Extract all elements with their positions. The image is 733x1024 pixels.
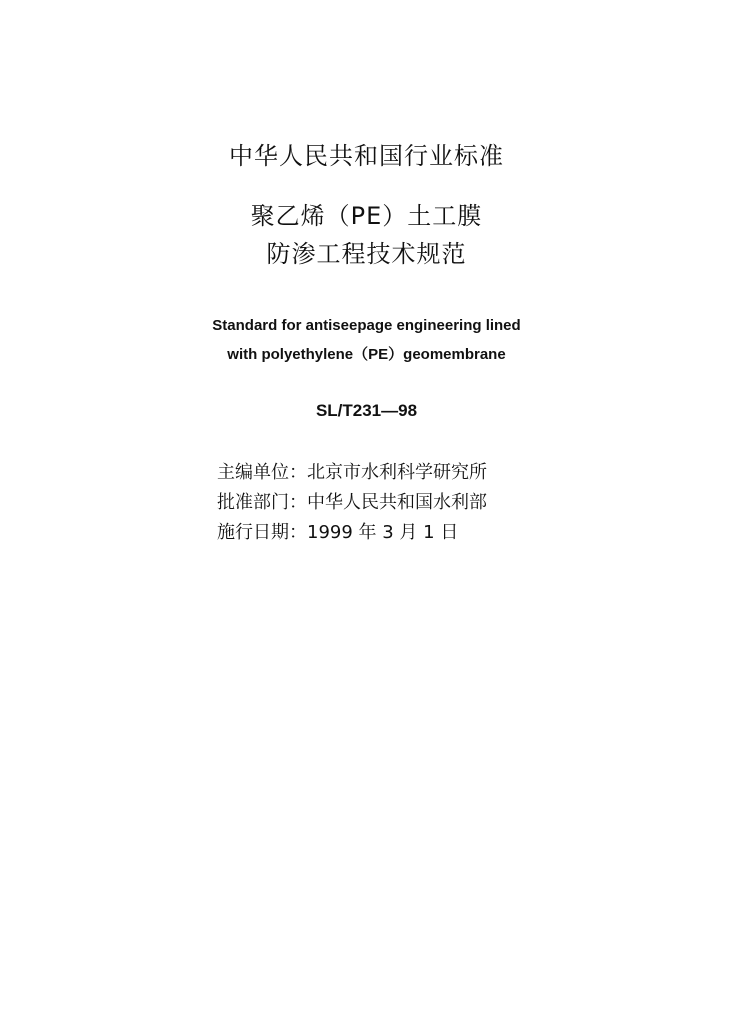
meta-value: 中华人民共和国水利部 xyxy=(307,492,487,513)
title-zh-line-1: 聚乙烯（PE）土工膜 xyxy=(250,202,483,230)
title-en-line-2: with polyethylene（PE）geomembrane xyxy=(227,346,506,363)
document-title-en xyxy=(0,311,733,369)
title-zh-line-2: 防渗工程技术规范 xyxy=(266,240,467,268)
title-en-line-1: Standard for antiseepage engineering lined xyxy=(212,317,521,334)
meta-value: 北京市水利科学研究所 xyxy=(307,462,487,483)
meta-label: 主编单位： xyxy=(217,462,307,483)
meta-label: 施行日期： xyxy=(217,522,307,543)
meta-row-approver xyxy=(217,488,487,518)
meta-value: 1999 年 3 月 1 日 xyxy=(307,522,459,543)
meta-row-editor xyxy=(217,458,487,488)
standard-series-title: 中华人民共和国行业标准 xyxy=(229,142,504,170)
standard-code: SL/T231—98 xyxy=(315,401,418,420)
document-title-zh xyxy=(0,197,733,273)
meta-row-effective-date xyxy=(217,518,487,548)
document-meta xyxy=(217,458,487,548)
meta-label: 批准部门： xyxy=(217,492,307,513)
